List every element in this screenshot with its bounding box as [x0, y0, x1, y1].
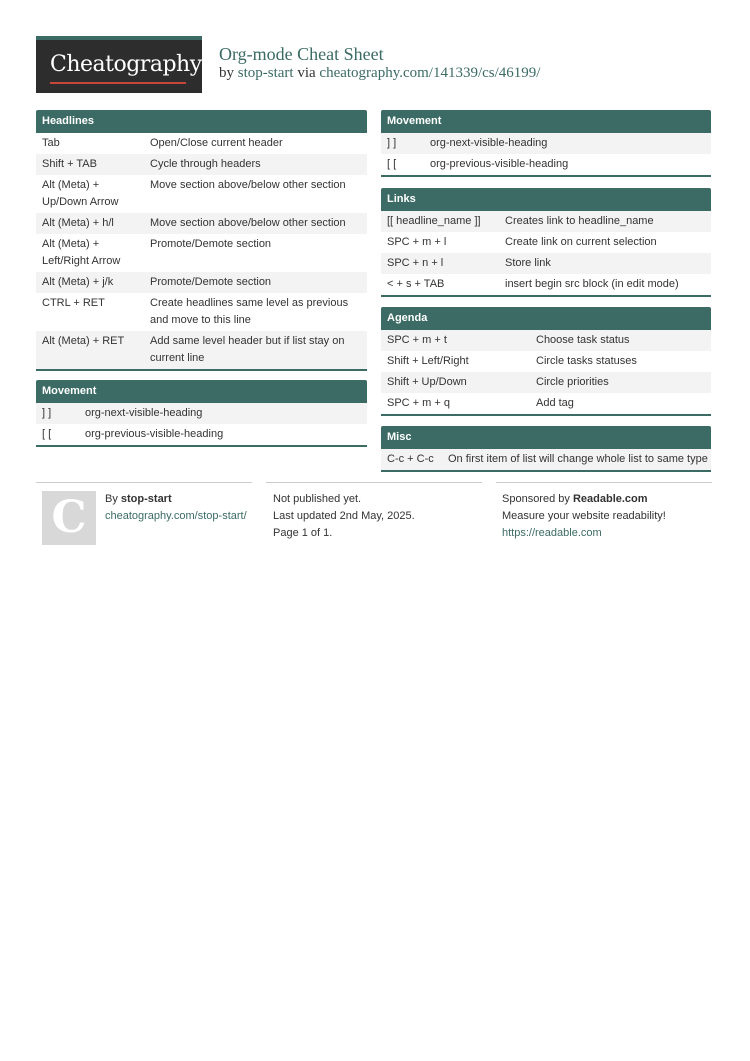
shortcut-description: Promote/Demote section — [150, 238, 272, 250]
sponsor-tagline: Measure your website readability! — [502, 510, 666, 522]
shortcut-description: org-previous-visible-heading — [430, 158, 569, 170]
shortcut-description: On first item of list will change whole list to same type — [448, 453, 708, 465]
page-title: Org-mode Cheat Sheet — [219, 44, 384, 64]
shortcut-description: Add tag — [536, 397, 574, 409]
shortcut-description: Add same level header but if list stay on current line — [150, 335, 345, 364]
section-links — [381, 188, 711, 297]
footer-author-line — [105, 491, 247, 508]
shortcut-key: SPC + m + t — [387, 334, 447, 346]
shortcut-description: org-next-visible-heading — [430, 137, 548, 149]
table-row — [381, 351, 711, 372]
table-row — [36, 175, 367, 213]
shortcut-key: Shift + Left/Right — [387, 355, 469, 367]
shortcut-key: CTRL + RET — [42, 297, 105, 309]
table-row — [36, 133, 367, 154]
author-profile-link[interactable]: cheatography.com/stop-start/ — [105, 510, 247, 522]
section-misc — [381, 426, 711, 472]
shortcut-description: Create link on current selection — [505, 236, 657, 248]
sponsor-line — [502, 491, 666, 508]
section-movement-right — [381, 110, 711, 177]
shortcut-key: Alt (Meta) + Left/Right Arrow — [42, 238, 121, 267]
shortcut-description: Choose task status — [536, 334, 630, 346]
shortcut-key: Alt (Meta) + j/k — [42, 276, 114, 288]
section-movement-left — [36, 380, 367, 447]
logo-text: Cheatography — [50, 52, 202, 77]
footer-author — [36, 482, 252, 553]
shortcut-key: SPC + m + q — [387, 397, 450, 409]
shortcut-key: Alt (Meta) + h/l — [42, 217, 114, 229]
section-title: Links — [381, 188, 711, 211]
table-row — [36, 272, 367, 293]
table-row — [381, 372, 711, 393]
table-row — [36, 403, 367, 424]
via-text: via — [297, 65, 316, 81]
page-header — [36, 36, 716, 94]
logo-underline — [50, 82, 186, 84]
footer-sponsor — [496, 482, 712, 553]
shortcut-description: Circle priorities — [536, 376, 609, 388]
table-row — [36, 424, 367, 445]
table-row — [36, 154, 367, 175]
page-count: Page 1 of 1. — [273, 527, 333, 539]
table-row — [381, 133, 711, 154]
shortcut-description: Create headlines same level as previous and move to this line — [150, 297, 349, 326]
section-title: Agenda — [381, 307, 711, 330]
shortcut-key: [ [ — [42, 428, 52, 440]
section-title: Movement — [36, 380, 367, 403]
shortcut-key: Alt (Meta) + RET — [42, 335, 125, 347]
shortcut-key: [[ headline_name ]] — [387, 215, 481, 227]
by-prefix: by — [219, 65, 234, 81]
table-row — [36, 293, 367, 331]
footer-status — [266, 482, 482, 553]
shortcut-key: SPC + m + l — [387, 236, 447, 248]
shortcut-description: Move section above/below other section — [150, 179, 346, 191]
publish-status: Not published yet. — [273, 493, 362, 505]
shortcut-description: Circle tasks statuses — [536, 355, 637, 367]
shortcut-description: Open/Close current header — [150, 137, 283, 149]
sponsor-link[interactable]: https://readable.com — [502, 527, 602, 539]
byline — [219, 65, 540, 82]
shortcut-key: < + s + TAB — [387, 278, 445, 290]
table-row — [381, 211, 711, 232]
table-row — [381, 274, 711, 295]
shortcut-description: Promote/Demote section — [150, 276, 272, 288]
table-row — [36, 213, 367, 234]
table-row — [381, 154, 711, 175]
shortcut-description: Move section above/below other section — [150, 217, 346, 229]
author-avatar[interactable]: C — [42, 491, 96, 545]
shortcut-description: Creates link to headline_name — [505, 215, 654, 227]
section-headlines — [36, 110, 367, 371]
shortcut-description: org-next-visible-heading — [85, 407, 203, 419]
sheet-url-link[interactable]: cheatography.com/141339/cs/46199/ — [319, 65, 541, 81]
section-title: Misc — [381, 426, 711, 449]
by-prefix: By — [105, 493, 118, 505]
shortcut-description: insert begin src block (in edit mode) — [505, 278, 679, 290]
table-row — [381, 449, 711, 470]
shortcut-key: SPC + n + l — [387, 257, 444, 269]
shortcut-key: [ [ — [387, 158, 397, 170]
table-row — [381, 330, 711, 351]
table-row — [381, 393, 711, 414]
shortcut-description: Cycle through headers — [150, 158, 261, 170]
sponsor-prefix: Sponsored by — [502, 493, 570, 505]
shortcut-key: Shift + TAB — [42, 158, 97, 170]
shortcut-key: Tab — [42, 137, 60, 149]
table-row — [36, 234, 367, 272]
shortcut-key: ] ] — [42, 407, 52, 419]
shortcut-description: org-previous-visible-heading — [85, 428, 224, 440]
sponsor-name[interactable]: Readable.com — [572, 493, 648, 505]
table-row — [381, 232, 711, 253]
cheatography-logo[interactable] — [36, 36, 202, 93]
table-row — [36, 331, 367, 369]
author-name[interactable]: stop-start — [120, 493, 172, 505]
shortcut-key: ] ] — [387, 137, 397, 149]
table-row — [381, 253, 711, 274]
shortcut-key: Alt (Meta) + Up/Down Arrow — [42, 179, 119, 208]
last-updated: Last updated 2nd May, 2025. — [273, 510, 415, 522]
section-title: Headlines — [36, 110, 367, 133]
shortcut-description: Store link — [505, 257, 551, 269]
section-title: Movement — [381, 110, 711, 133]
shortcut-key: C-c + C-c — [387, 453, 434, 465]
shortcut-key: Shift + Up/Down — [387, 376, 467, 388]
page-footer — [36, 482, 712, 552]
author-link[interactable]: stop-start — [237, 65, 294, 81]
section-agenda — [381, 307, 711, 416]
